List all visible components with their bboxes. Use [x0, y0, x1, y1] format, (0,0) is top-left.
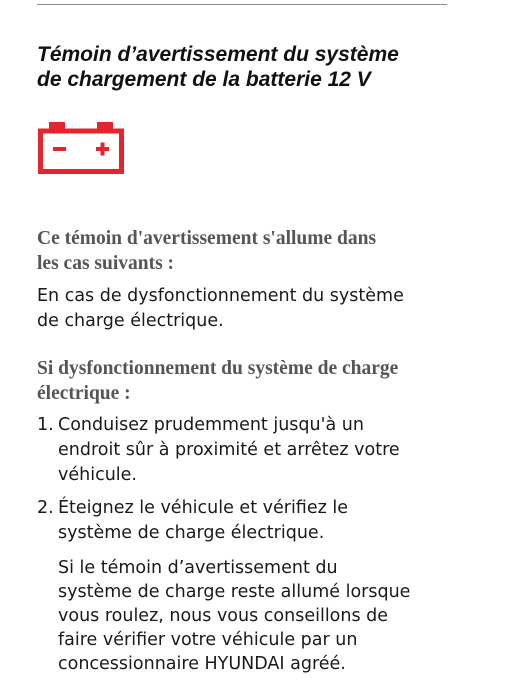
step-line: Éteignez le véhicule et vérifiez le [58, 498, 348, 518]
step-number: 1. [37, 415, 54, 435]
note-line: concessionnaire HYUNDAI agréé. [58, 654, 346, 674]
heading-line: électrique : [37, 383, 131, 404]
step-line: système de charge électrique. [58, 523, 325, 543]
step-line: Conduisez prudemment jusqu'à un [58, 415, 364, 435]
top-divider [37, 4, 447, 5]
dealer-note [58, 556, 410, 676]
section-heading-conditions [37, 226, 477, 276]
note-line: vous roulez, nous vous conseillons de [58, 606, 389, 626]
step-text [58, 496, 497, 546]
note-line: système de charge reste allumé lorsque [58, 582, 411, 602]
heading-line: Ce témoin d'avertissement s'allume dans [37, 228, 377, 249]
heading-line: Si dysfonctionnement du système de charge [37, 358, 399, 379]
minus-sign [53, 147, 66, 151]
step-number: 2. [37, 498, 54, 518]
note-line: Si le témoin d’avertissement du [58, 558, 338, 578]
battery-body [41, 131, 122, 172]
section-heading-malfunction [37, 356, 477, 406]
paragraph-line: de charge électrique. [37, 311, 224, 331]
step-line: endroit sûr à proximité et arrêtez votre [58, 440, 400, 460]
list-item [37, 496, 497, 546]
heading-line: les cas suivants : [37, 253, 175, 274]
list-item [37, 413, 497, 488]
title-line: Témoin d’avertissement du système [37, 43, 399, 66]
paragraph-line: En cas de dysfonctionnement du système [37, 286, 404, 306]
page-title [37, 42, 477, 92]
steps-list [37, 413, 497, 546]
conditions-paragraph [37, 284, 477, 334]
note-line: faire vérifier votre véhicule par un [58, 630, 358, 650]
step-line: véhicule. [58, 465, 137, 485]
battery-warning-icon [38, 122, 124, 174]
title-line: de chargement de la batterie 12 V [37, 68, 371, 91]
plus-sign-vertical [101, 143, 105, 156]
step-text [58, 413, 497, 488]
